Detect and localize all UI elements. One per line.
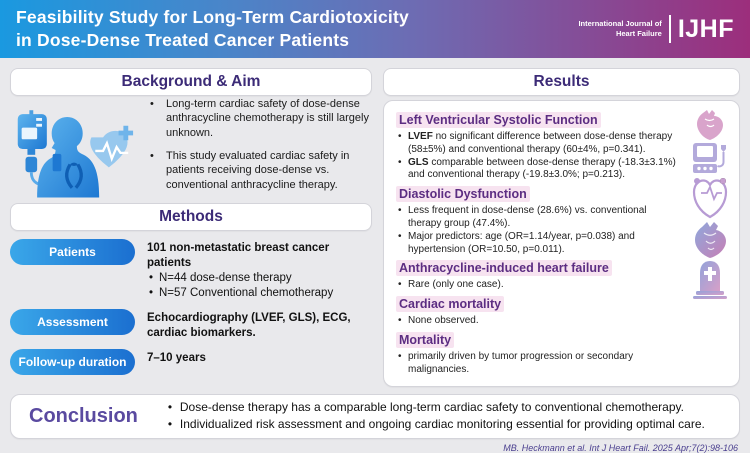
background-bullet: • Long-term cardiac safety of dose-dense anthracycline chemotherapy is still largely unknown. bbox=[142, 97, 372, 140]
journal-name: International Journal of Heart Failure bbox=[578, 18, 662, 38]
page-title-line2: in Dose-Dense Treated Cancer Patients bbox=[16, 30, 350, 50]
result-bullet: • GLS comparable between dose-dense therapy (-18.3±3.1%) and conventional therapy (-19.8±3.0%; p=0.213). bbox=[396, 157, 681, 183]
patients-main-text: 101 non-metastatic breast cancer patients bbox=[147, 242, 330, 269]
result-bullet: • Rare (only one case). bbox=[396, 279, 681, 292]
conclusion-bullets bbox=[164, 399, 705, 434]
result-section-diastolic bbox=[396, 185, 681, 256]
result-bullet: • primarily driven by tumor progression or secondary malignancies. bbox=[396, 351, 681, 377]
assessment-main-text: Echocardiography (LVEF, GLS), ECG, cardiac biomarkers. bbox=[147, 311, 351, 339]
results-panel bbox=[383, 100, 740, 387]
results-icon-column bbox=[687, 109, 733, 299]
result-section-lv-systolic bbox=[396, 111, 681, 182]
result-section-heart-failure bbox=[396, 259, 681, 292]
page-title bbox=[16, 6, 409, 52]
background-aim-title: Background & Aim bbox=[10, 68, 372, 96]
header-banner bbox=[0, 0, 750, 58]
result-bullet: • None observed. bbox=[396, 315, 681, 328]
result-bullet: • LVEF no significant difference between dose-dense therapy (58±5%) and conventional therapy (60±4%, p=0.341). bbox=[396, 131, 681, 157]
result-heading: Anthracycline-induced heart failure bbox=[396, 260, 612, 276]
methods-title: Methods bbox=[10, 203, 372, 231]
result-heading: Mortality bbox=[396, 332, 454, 348]
result-section-mortality bbox=[396, 331, 681, 377]
citation-text: MB. Heckmann et al. Int J Heart Fail. 2025 Apr;7(2):98-106 bbox=[503, 442, 738, 453]
journal-logo bbox=[578, 15, 734, 44]
patients-pill: Patients bbox=[10, 239, 135, 265]
anatomical-heart-vessels-icon bbox=[690, 219, 730, 259]
result-section-cardiac-mortality bbox=[396, 295, 681, 328]
page-title-line1: Feasibility Study for Long-Term Cardiotoxicity bbox=[16, 7, 409, 28]
patients-sub-bullets: • N=44 dose-dense therapy • N=57 Conventional chemotherapy bbox=[147, 271, 372, 301]
echocardiography-machine-icon bbox=[691, 141, 729, 175]
conclusion-title: Conclusion bbox=[29, 404, 138, 427]
logo-divider bbox=[669, 15, 671, 43]
background-aim-bullets bbox=[142, 97, 372, 201]
tombstone-icon bbox=[692, 259, 728, 299]
assessment-pill: Assessment bbox=[10, 309, 135, 335]
anatomical-heart-icon bbox=[693, 109, 727, 141]
followup-duration-pill: Follow-up duration bbox=[10, 349, 135, 375]
conclusion-bullet: • Individualized risk assessment and ongoing cardiac monitoring essential for providing optimal care. bbox=[164, 416, 705, 433]
followup-main-text: 7–10 years bbox=[147, 351, 206, 364]
method-row-assessment bbox=[10, 309, 372, 341]
result-heading: Left Ventricular Systolic Function bbox=[396, 112, 601, 128]
arm-cuff bbox=[53, 154, 62, 171]
conclusion-panel bbox=[10, 394, 740, 439]
method-row-followup bbox=[10, 349, 372, 375]
conclusion-bullet: • Dose-dense therapy has a comparable long-term cardiac safety to conventional chemotherapy. bbox=[164, 399, 705, 416]
result-bullet: • Major predictors: age (OR=1.14/year, p=0.038) and hypertension (OR=10.50, p=0.011). bbox=[396, 231, 681, 257]
patient-chemotherapy-illustration bbox=[10, 100, 136, 198]
method-row-patients bbox=[10, 239, 372, 301]
methods-rows bbox=[10, 239, 372, 375]
heart-ecg-leads-icon bbox=[691, 175, 729, 219]
result-bullet: • Less frequent in dose-dense (28.6%) vs. conventional therapy group (47.4%). bbox=[396, 205, 681, 231]
journal-abbreviation: IJHF bbox=[677, 14, 734, 43]
results-title: Results bbox=[383, 68, 740, 96]
background-bullet: • This study evaluated cardiac safety in patients receiving dose-dense vs. conventional anthracycline therapy. bbox=[142, 149, 372, 192]
result-heading: Diastolic Dysfunction bbox=[396, 186, 530, 202]
result-heading: Cardiac mortality bbox=[396, 296, 504, 312]
